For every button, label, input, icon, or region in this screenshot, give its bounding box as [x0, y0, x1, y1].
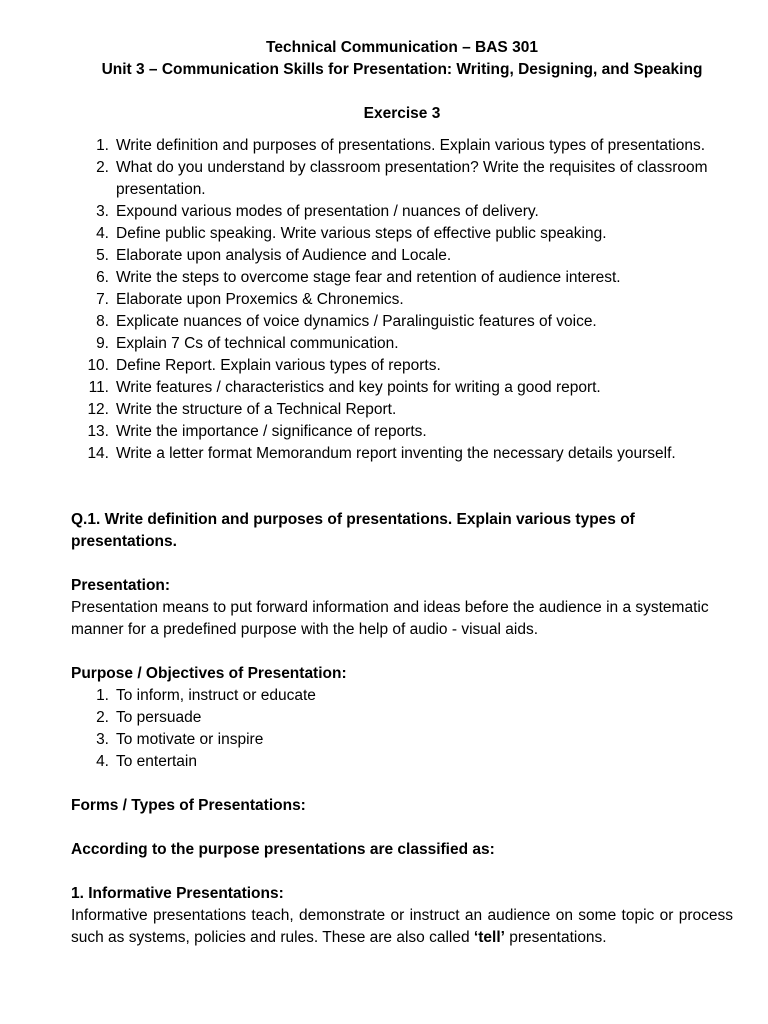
presentation-definition: Presentation means to put forward information and ideas before the audience in a systematic manner for a predefined purpose with the help of audio - visual aids. — [71, 599, 709, 638]
list-item: 10. Define Report. Explain various types of reports. — [87, 357, 441, 374]
tell-keyword: ‘tell’ — [473, 929, 505, 946]
classified-heading: According to the purpose presentations are classified as: — [71, 841, 495, 858]
list-item: 2. What do you understand by classroom presentation? Write the requisites of classroom presentation. — [96, 159, 708, 198]
list-item: 5. Elaborate upon analysis of Audience and Locale. — [96, 247, 452, 264]
forms-heading: Forms / Types of Presentations: — [71, 797, 306, 814]
unit-title: Unit 3 – Communication Skills for Presentation: Writing, Designing, and Speaking — [101, 61, 703, 78]
list-item: 6. Write the steps to overcome stage fear and retention of audience interest. — [96, 269, 621, 286]
presentation-heading: Presentation: — [71, 577, 171, 594]
list-item: 13. Write the importance / significance of reports. — [87, 423, 427, 440]
list-item: 1. To inform, instruct or educate — [96, 687, 316, 704]
question-list — [71, 135, 733, 465]
list-item: 1. Write definition and purposes of presentations. Explain various types of presentations. — [96, 137, 706, 154]
list-item: 7. Elaborate upon Proxemics & Chronemics. — [96, 291, 404, 308]
informative-heading: 1. Informative Presentations: — [71, 885, 284, 902]
answer-question-heading: Q.1. Write definition and purposes of presentations. Explain various types of presentations. — [71, 511, 635, 550]
list-item: 14. Write a letter format Memorandum report inventing the necessary details yourself. — [87, 445, 676, 462]
list-item: 3. Expound various modes of presentation / nuances of delivery. — [96, 203, 539, 220]
list-item: 11. Write features / characteristics and key points for writing a good report. — [88, 379, 601, 396]
document-page — [71, 37, 733, 949]
list-item: 4. To entertain — [96, 753, 197, 770]
purpose-heading: Purpose / Objectives of Presentation: — [71, 665, 347, 682]
exercise-title: Exercise 3 — [363, 105, 441, 122]
list-item: 2. To persuade — [96, 709, 202, 726]
informative-text-start: Informative presentations teach, demonstrate or instruct an audience on some topic or process such as systems, policies and rules. These are also called — [71, 907, 733, 946]
list-item: 12. Write the structure of a Technical Report. — [87, 401, 397, 418]
list-item: 9. Explain 7 Cs of technical communication. — [96, 335, 399, 352]
list-item: 4. Define public speaking. Write various steps of effective public speaking. — [96, 225, 607, 242]
course-title: Technical Communication – BAS 301 — [266, 39, 538, 56]
list-item: 3. To motivate or inspire — [96, 731, 264, 748]
list-item: 8. Explicate nuances of voice dynamics / Paralinguistic features of voice. — [96, 313, 597, 330]
informative-paragraph — [71, 905, 733, 949]
informative-text-end: presentations. — [504, 929, 607, 946]
purpose-list — [71, 685, 733, 773]
